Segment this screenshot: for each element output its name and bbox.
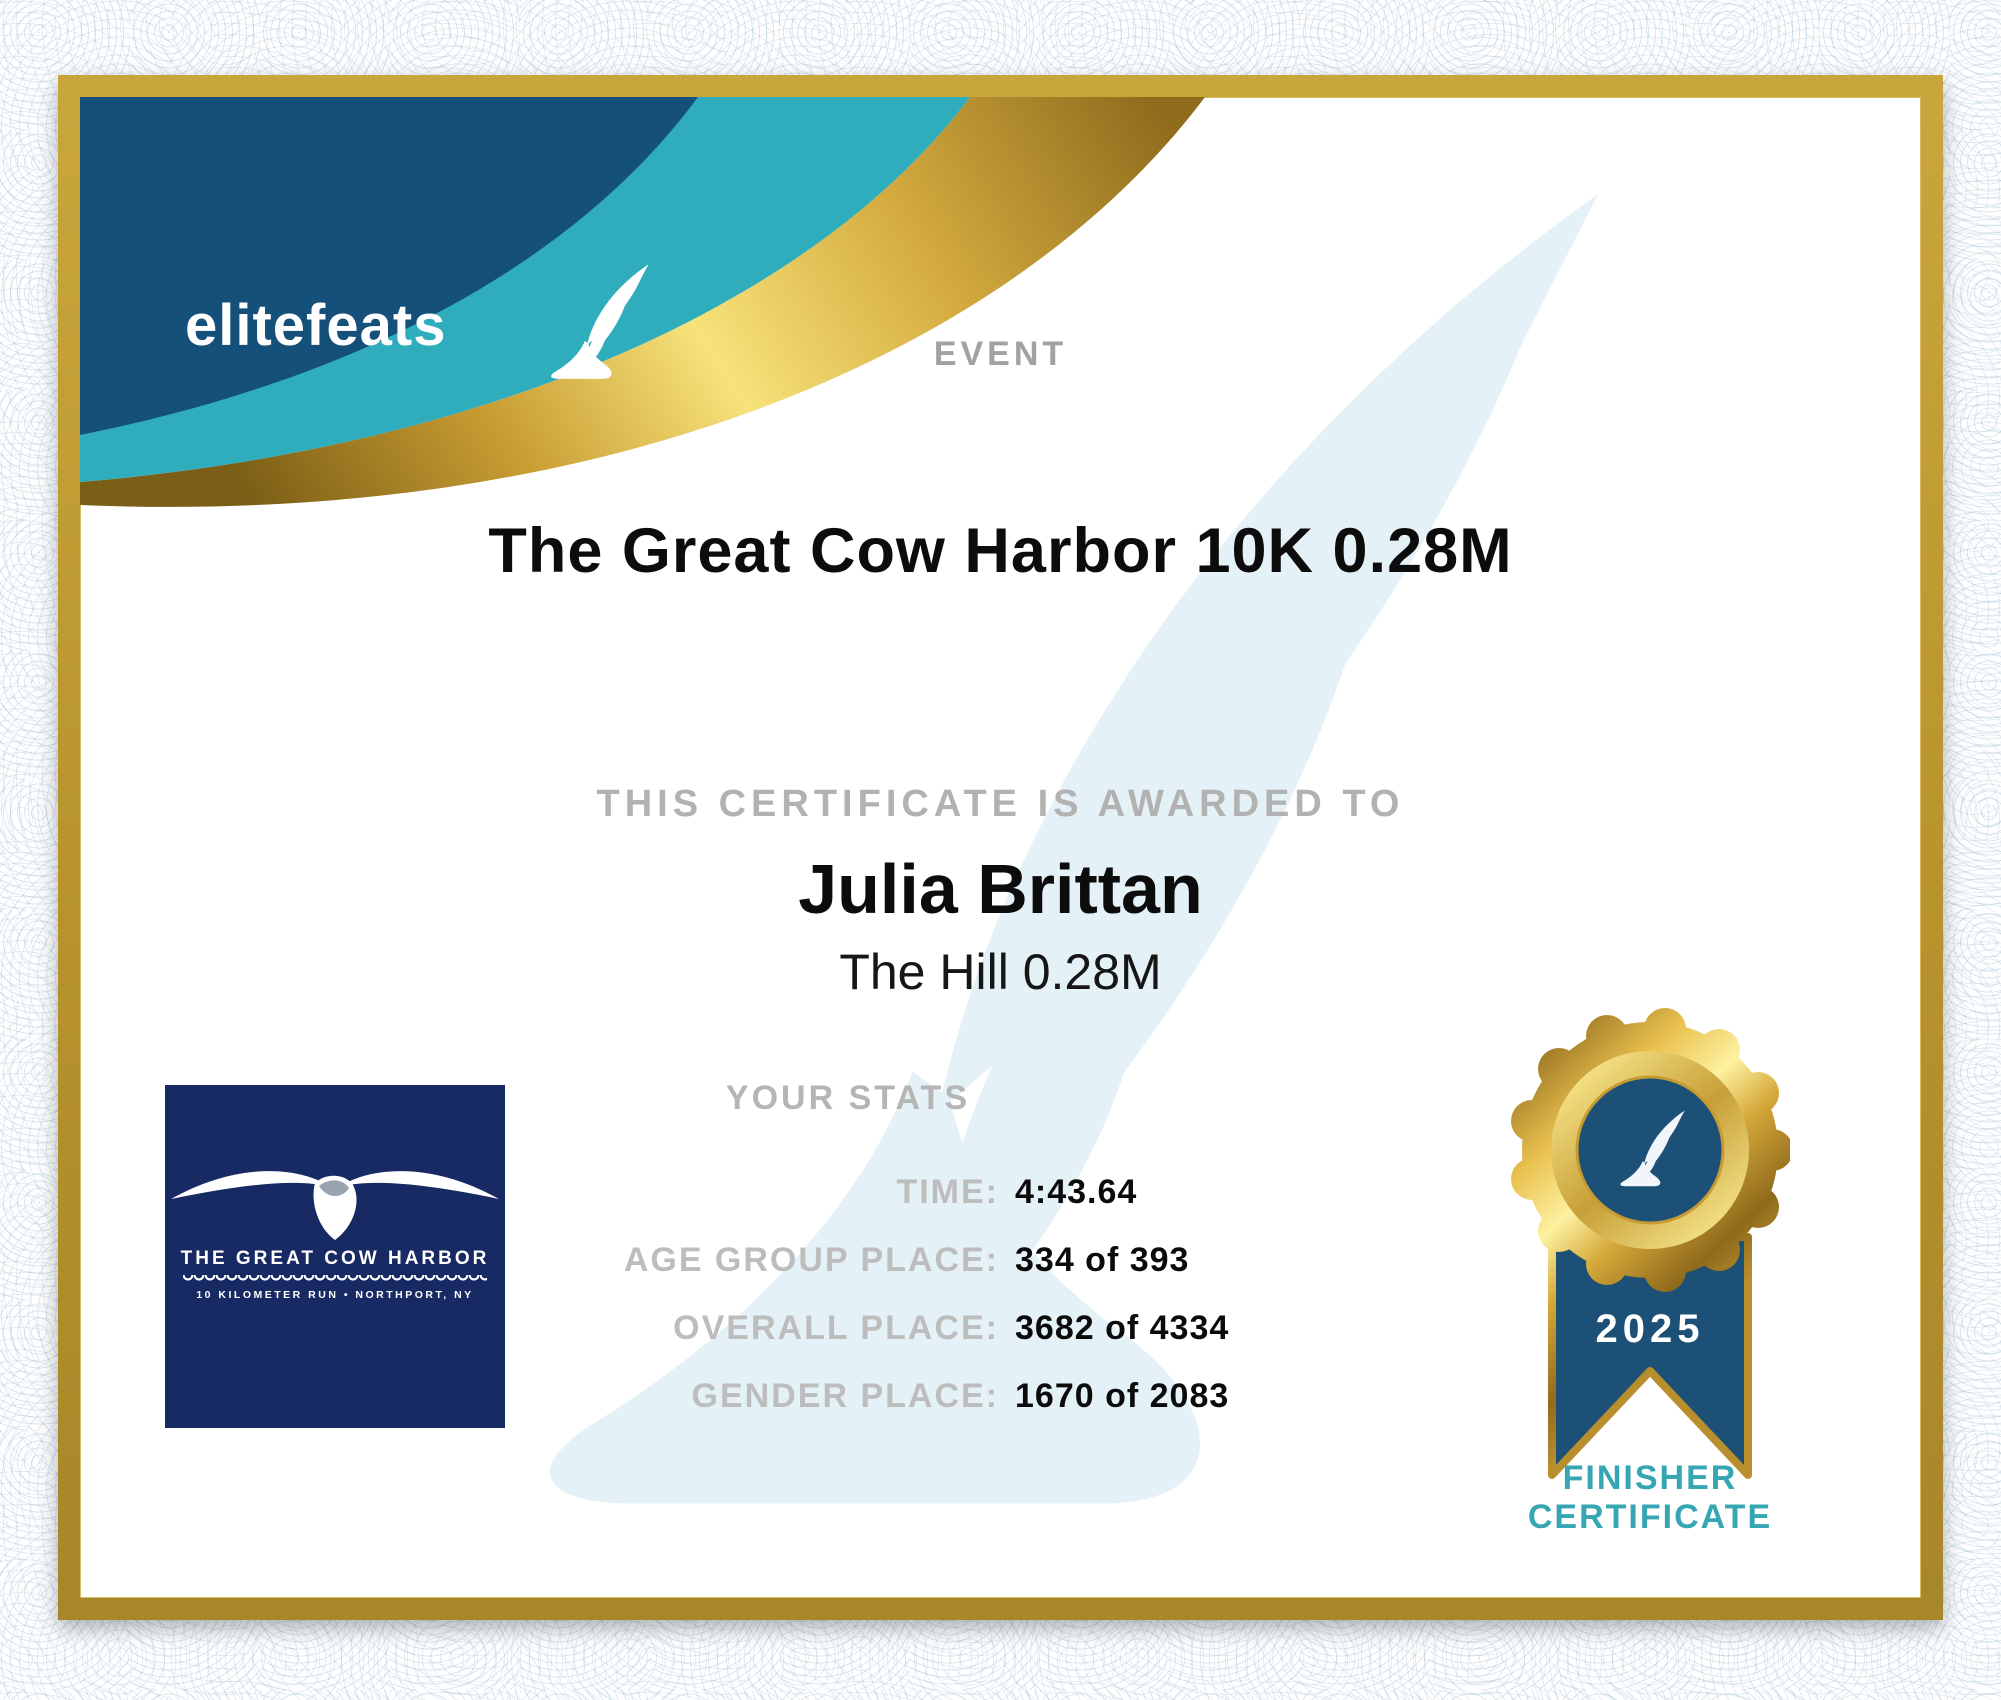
medal-caption-line1: FINISHER	[1562, 1459, 1738, 1497]
stat-label: OVERALL PLACE:	[673, 1309, 999, 1347]
certificate-body	[80, 97, 1921, 1598]
event-section-label: EVENT	[933, 335, 1068, 373]
medal-caption	[1450, 1459, 1850, 1537]
stat-value: 334 of 393	[1015, 1241, 1190, 1279]
event-title: The Great Cow Harbor 10K 0.28M	[488, 516, 1513, 586]
race-logo-subtitle: 10 KILOMETER RUN • NORTHPORT, NY	[196, 1289, 474, 1301]
division-name: The Hill 0.28M	[839, 944, 1162, 1000]
stat-value: 1670 of 2083	[1015, 1377, 1230, 1415]
recipient-name: Julia Brittan	[798, 850, 1203, 928]
stat-value: 4:43.64	[1015, 1173, 1138, 1211]
race-logo	[165, 1085, 505, 1428]
seagull-icon	[165, 1147, 505, 1257]
finisher-medal-icon	[1510, 987, 1790, 1527]
brand-logo-text: elitefeats	[185, 293, 447, 358]
stat-label: AGE GROUP PLACE:	[623, 1241, 999, 1279]
wave-divider	[183, 1275, 487, 1284]
brand-winged-foot-icon	[540, 245, 658, 397]
certificate-frame	[58, 75, 1943, 1620]
stat-label: TIME:	[896, 1173, 999, 1211]
stat-label: GENDER PLACE:	[691, 1377, 999, 1415]
stat-value: 3682 of 4334	[1015, 1309, 1230, 1347]
awarded-intro-text: THIS CERTIFICATE IS AWARDED TO	[596, 783, 1405, 825]
race-logo-title: THE GREAT COW HARBOR	[180, 1248, 490, 1269]
corner-swoosh-graphic	[80, 97, 1380, 757]
medal-year: 2025	[1595, 1307, 1705, 1351]
stats-heading: YOUR STATS	[725, 1079, 970, 1117]
medal-caption-line2: CERTIFICATE	[1527, 1498, 1773, 1536]
